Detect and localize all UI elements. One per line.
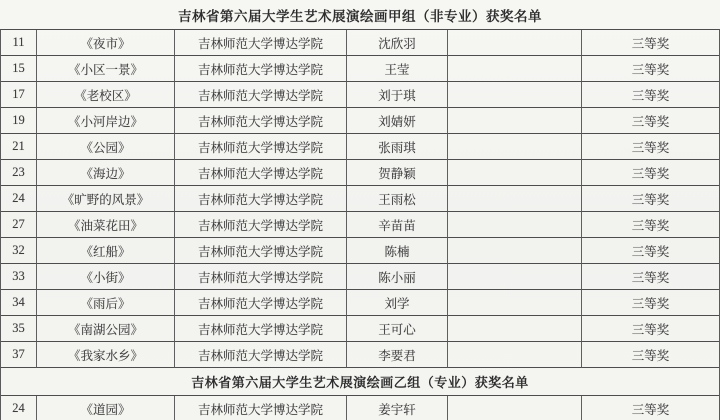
awards-table bbox=[0, 29, 720, 420]
table-row bbox=[1, 290, 719, 316]
row-number-cell: 21 bbox=[1, 134, 37, 160]
artwork-title-cell: 《南湖公园》 bbox=[37, 316, 175, 342]
student-name-cell: 李要君 bbox=[347, 342, 448, 368]
empty-cell bbox=[448, 290, 582, 316]
table-row bbox=[1, 186, 719, 212]
artwork-title-cell: 《小河岸边》 bbox=[37, 108, 175, 134]
award-cell: 三等奖 bbox=[582, 186, 719, 212]
student-name-cell: 辛苗苗 bbox=[347, 212, 448, 238]
table-row bbox=[1, 396, 719, 420]
award-cell: 三等奖 bbox=[582, 396, 719, 420]
artwork-title-cell: 《老校区》 bbox=[37, 82, 175, 108]
institution-cell: 吉林师范大学博达学院 bbox=[175, 56, 347, 82]
institution-cell: 吉林师范大学博达学院 bbox=[175, 290, 347, 316]
row-number-cell: 34 bbox=[1, 290, 37, 316]
table-row bbox=[1, 212, 719, 238]
artwork-title-cell: 《红船》 bbox=[37, 238, 175, 264]
row-number-cell: 11 bbox=[1, 30, 37, 56]
award-cell: 三等奖 bbox=[582, 56, 719, 82]
award-cell: 三等奖 bbox=[582, 342, 719, 368]
award-cell: 三等奖 bbox=[582, 238, 719, 264]
student-name-cell: 刘于琪 bbox=[347, 82, 448, 108]
award-cell: 三等奖 bbox=[582, 264, 719, 290]
row-number-cell: 27 bbox=[1, 212, 37, 238]
empty-cell bbox=[448, 160, 582, 186]
row-number-cell: 23 bbox=[1, 160, 37, 186]
institution-cell: 吉林师范大学博达学院 bbox=[175, 160, 347, 186]
empty-cell bbox=[448, 396, 582, 420]
row-number-cell: 24 bbox=[1, 186, 37, 212]
artwork-title-cell: 《夜市》 bbox=[37, 30, 175, 56]
institution-cell: 吉林师范大学博达学院 bbox=[175, 264, 347, 290]
section-title-row: 吉林省第六届大学生艺术展演绘画乙组（专业）获奖名单 bbox=[1, 368, 719, 396]
empty-cell bbox=[448, 264, 582, 290]
empty-cell bbox=[448, 186, 582, 212]
artwork-title-cell: 《公园》 bbox=[37, 134, 175, 160]
artwork-title-cell: 《道园》 bbox=[37, 396, 175, 420]
award-cell: 三等奖 bbox=[582, 290, 719, 316]
row-number-cell: 17 bbox=[1, 82, 37, 108]
artwork-title-cell: 《海边》 bbox=[37, 160, 175, 186]
empty-cell bbox=[448, 56, 582, 82]
institution-cell: 吉林师范大学博达学院 bbox=[175, 186, 347, 212]
table-row bbox=[1, 30, 719, 56]
student-name-cell: 陈小丽 bbox=[347, 264, 448, 290]
institution-cell: 吉林师范大学博达学院 bbox=[175, 212, 347, 238]
empty-cell bbox=[448, 30, 582, 56]
row-number-cell: 37 bbox=[1, 342, 37, 368]
award-cell: 三等奖 bbox=[582, 316, 719, 342]
award-cell: 三等奖 bbox=[582, 30, 719, 56]
row-number-cell: 24 bbox=[1, 396, 37, 420]
table-row bbox=[1, 264, 719, 290]
artwork-title-cell: 《小街》 bbox=[37, 264, 175, 290]
empty-cell bbox=[448, 316, 582, 342]
student-name-cell: 贺静颖 bbox=[347, 160, 448, 186]
table-row bbox=[1, 82, 719, 108]
table-row bbox=[1, 316, 719, 342]
student-name-cell: 刘学 bbox=[347, 290, 448, 316]
empty-cell bbox=[448, 212, 582, 238]
artwork-title-cell: 《我家水乡》 bbox=[37, 342, 175, 368]
institution-cell: 吉林师范大学博达学院 bbox=[175, 30, 347, 56]
table-row bbox=[1, 134, 719, 160]
institution-cell: 吉林师范大学博达学院 bbox=[175, 134, 347, 160]
row-number-cell: 33 bbox=[1, 264, 37, 290]
empty-cell bbox=[448, 134, 582, 160]
award-cell: 三等奖 bbox=[582, 134, 719, 160]
student-name-cell: 陈楠 bbox=[347, 238, 448, 264]
award-cell: 三等奖 bbox=[582, 108, 719, 134]
student-name-cell: 王雨松 bbox=[347, 186, 448, 212]
student-name-cell: 刘婧妍 bbox=[347, 108, 448, 134]
student-name-cell: 张雨琪 bbox=[347, 134, 448, 160]
row-number-cell: 32 bbox=[1, 238, 37, 264]
table-row bbox=[1, 56, 719, 82]
institution-cell: 吉林师范大学博达学院 bbox=[175, 238, 347, 264]
document-title: 吉林省第六届大学生艺术展演绘画甲组（非专业）获奖名单 bbox=[178, 8, 542, 24]
row-number-cell: 19 bbox=[1, 108, 37, 134]
institution-cell: 吉林师范大学博达学院 bbox=[175, 396, 347, 420]
empty-cell bbox=[448, 82, 582, 108]
institution-cell: 吉林师范大学博达学院 bbox=[175, 82, 347, 108]
row-number-cell: 15 bbox=[1, 56, 37, 82]
row-number-cell: 35 bbox=[1, 316, 37, 342]
table-row bbox=[1, 342, 719, 368]
table-row bbox=[1, 108, 719, 134]
artwork-title-cell: 《旷野的风景》 bbox=[37, 186, 175, 212]
award-cell: 三等奖 bbox=[582, 160, 719, 186]
student-name-cell: 姜宇轩 bbox=[347, 396, 448, 420]
student-name-cell: 沈欣羽 bbox=[347, 30, 448, 56]
artwork-title-cell: 《雨后》 bbox=[37, 290, 175, 316]
artwork-title-cell: 《油菜花田》 bbox=[37, 212, 175, 238]
student-name-cell: 王可心 bbox=[347, 316, 448, 342]
award-cell: 三等奖 bbox=[582, 82, 719, 108]
award-cell: 三等奖 bbox=[582, 212, 719, 238]
empty-cell bbox=[448, 108, 582, 134]
empty-cell bbox=[448, 342, 582, 368]
institution-cell: 吉林师范大学博达学院 bbox=[175, 342, 347, 368]
institution-cell: 吉林师范大学博达学院 bbox=[175, 316, 347, 342]
empty-cell bbox=[448, 238, 582, 264]
artwork-title-cell: 《小区一景》 bbox=[37, 56, 175, 82]
institution-cell: 吉林师范大学博达学院 bbox=[175, 108, 347, 134]
table-row bbox=[1, 160, 719, 186]
table-row bbox=[1, 238, 719, 264]
student-name-cell: 王莹 bbox=[347, 56, 448, 82]
